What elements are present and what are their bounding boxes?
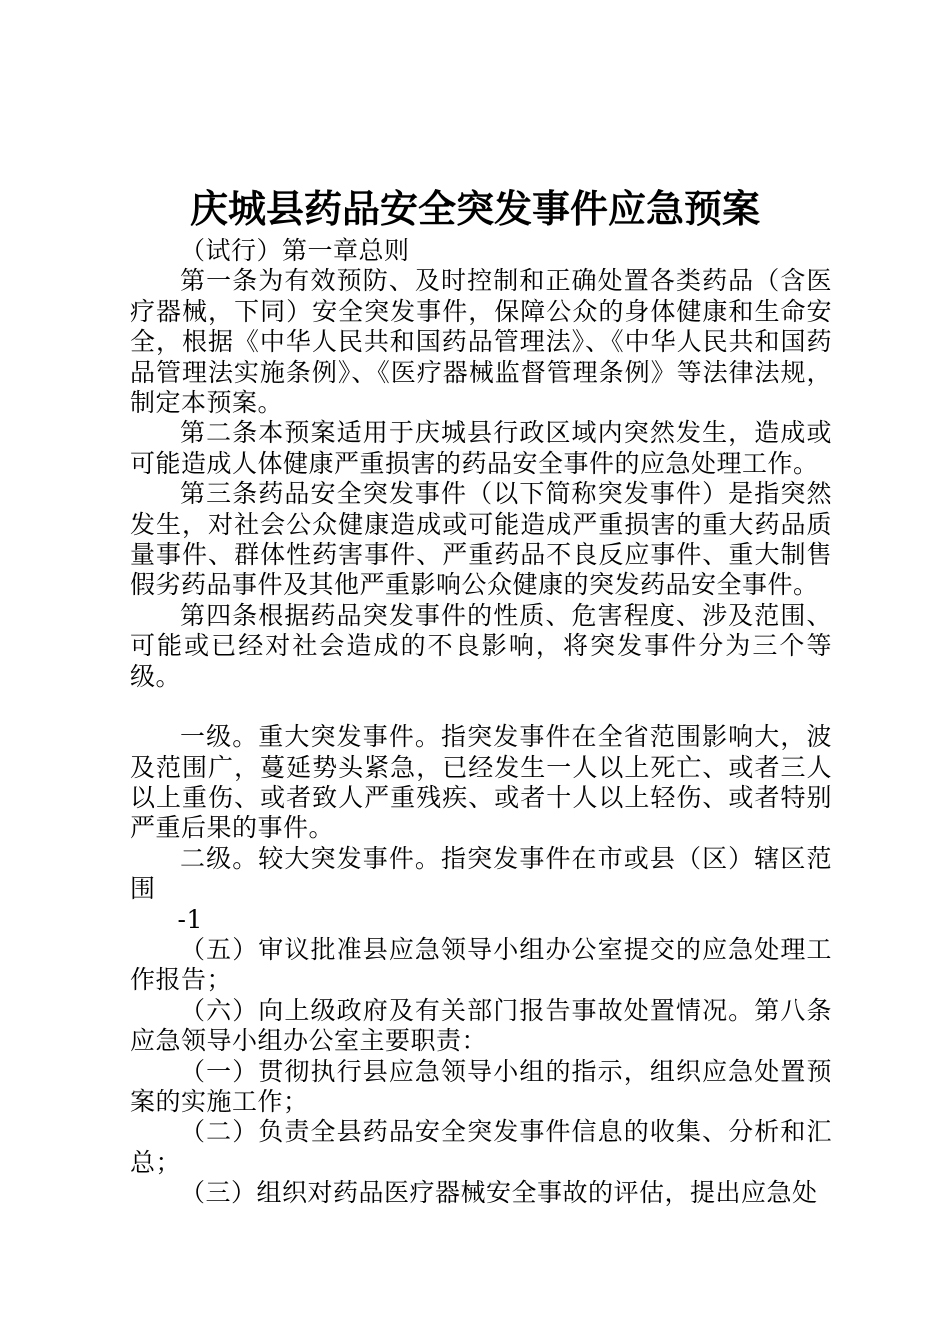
item-5: （五）审议批准县应急领导小组办公室提交的应急处理工作报告；	[130, 934, 832, 995]
page-number: -1	[177, 904, 203, 934]
article-4: 第四条根据药品突发事件的性质、危害程度、涉及范围、可能或已经对社会造成的不良影响，将突发事件分为三个等级。	[130, 600, 832, 691]
article-1: 第一条为有效预防、及时控制和正确处置各类药品（含医疗器械，下同）安全突发事件，保障公众的身体健康和生命安全，根据《中华人民共和国药品管理法》、《中华人民共和国药品管理法实施条例》、《医疗器械监督管理条例》等法律法规，制定本预案。	[130, 266, 832, 418]
chapter-heading: （试行）第一章总则	[180, 236, 410, 265]
article-3: 第三条药品安全突发事件（以下简称突发事件）是指突然发生，对社会公众健康造成或可能造成严重损害的重大药品质量事件、群体性药害事件、严重药品不良反应事件、重大制售假劣药品事件及其他严重影响公众健康的突发药品安全事件。	[130, 479, 832, 600]
office-duty-2: （二）负责全县药品安全突发事件信息的收集、分析和汇总；	[130, 1117, 832, 1177]
level-1-definition: 一级。重大突发事件。指突发事件在全省范围影响大，波及范围广，蔓延势头紧急，已经发生一人以上死亡、或者三人以上重伤、或者致人严重残疾、或者十人以上轻伤、或者特别严重后果的事件。	[130, 722, 832, 843]
document-body	[130, 236, 832, 1209]
article-2: 第二条本预案适用于庆城县行政区域内突然发生，造成或可能造成人体健康严重损害的药品安全事件的应急处理工作。	[130, 418, 832, 478]
document-title: 庆城县药品安全突发事件应急预案	[189, 186, 760, 231]
paragraph-gap	[130, 692, 832, 722]
office-duty-3: （三）组织对药品医疗器械安全事故的评估，提出应急处	[180, 1178, 818, 1208]
office-duty-1: （一）贯彻执行县应急领导小组的指示，组织应急处置预案的实施工作；	[130, 1056, 832, 1116]
level-2-definition: 二级。较大突发事件。指突发事件在市或县（区）辖区范围	[130, 843, 832, 904]
item-6: （六）向上级政府及有关部门报告事故处置情况。第八条应急领导小组办公室主要职责：	[130, 995, 832, 1056]
